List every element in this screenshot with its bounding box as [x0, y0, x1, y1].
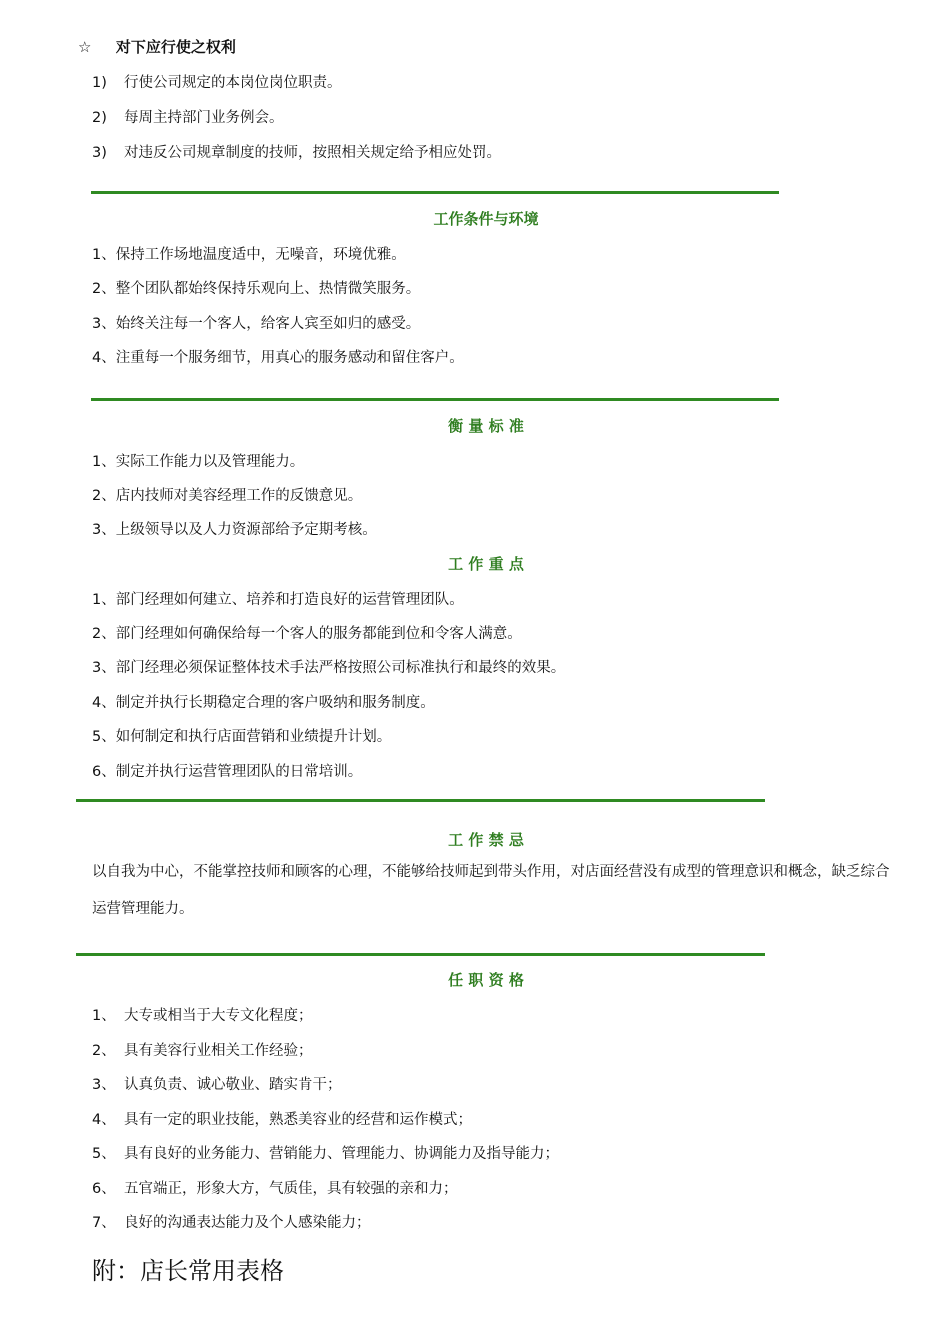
list-item: 2、 具有美容行业相关工作经验； — [92, 1043, 313, 1059]
list-item: 6、制定并执行运营管理团队的日常培训。 — [92, 764, 363, 780]
list-item: 5、如何制定和执行店面营销和业绩提升计划。 — [92, 729, 392, 745]
section-divider — [91, 398, 779, 401]
list-item: 3) 对违反公司规章制度的技师，按照相关规定给予相应处罚。 — [92, 145, 501, 161]
list-item: 3、部门经理必须保证整体技术手法严格按照公司标准执行和最终的效果。 — [92, 660, 566, 676]
list-item: 1、 大专或相当于大专文化程度； — [92, 1008, 313, 1024]
list-item: 1、实际工作能力以及管理能力。 — [92, 454, 305, 470]
rights-title: 对下应行使之权利 — [115, 38, 236, 56]
star-icon: ☆ — [78, 38, 92, 56]
section-divider — [76, 799, 765, 802]
list-item: 4、注重每一个服务细节，用真心的服务感动和留住客户。 — [92, 350, 464, 366]
list-item: 7、 良好的沟通表达能力及个人感染能力； — [92, 1215, 371, 1231]
list-item: 5、 具有良好的业务能力、营销能力、管理能力、协调能力及指导能力； — [92, 1146, 559, 1162]
list-item: 2、店内技师对美容经理工作的反馈意见。 — [92, 488, 363, 504]
list-item: 3、始终关注每一个客人，给客人宾至如归的感受。 — [92, 316, 421, 332]
list-item: 1、保持工作场地温度适中，无噪音，环境优雅。 — [92, 247, 406, 263]
section-divider — [91, 191, 779, 194]
list-item: 2) 每周主持部门业务例会。 — [92, 110, 284, 126]
qualifications-title: 任 职 资 格 — [448, 971, 524, 989]
list-item: 2、部门经理如何确保给每一个客人的服务都能到位和令客人满意。 — [92, 626, 522, 642]
list-item: 6、 五官端正，形象大方，气质佳，具有较强的亲和力； — [92, 1181, 458, 1197]
list-item: 4、 具有一定的职业技能，熟悉美容业的经营和运作模式； — [92, 1112, 472, 1128]
taboo-paragraph: 以自我为中心，不能掌控技师和顾客的心理，不能够给技师起到带头作用，对店面经营没有成型的管理意识和概念，缺乏综合运营管理能力。 — [92, 864, 890, 917]
list-item: 1、部门经理如何建立、培养和打造良好的运营管理团队。 — [92, 592, 464, 608]
conditions-title: 工作条件与环境 — [433, 210, 539, 228]
list-item: 3、 认真负责、诚心敬业、踏实肯干； — [92, 1077, 342, 1093]
list-item: 1) 行使公司规定的本岗位岗位职责。 — [92, 75, 342, 91]
rights-header — [78, 36, 236, 57]
standards-title: 衡 量 标 准 — [448, 417, 524, 435]
appendix-heading: 附：店长常用表格 — [92, 1257, 284, 1285]
list-item: 2、整个团队都始终保持乐观向上、热情微笑服务。 — [92, 281, 421, 297]
focus-title: 工 作 重 点 — [448, 555, 524, 573]
section-divider — [76, 953, 765, 956]
taboo-title: 工 作 禁 忌 — [448, 831, 524, 849]
list-item: 3、上级领导以及人力资源部给予定期考核。 — [92, 522, 377, 538]
list-item: 4、制定并执行长期稳定合理的客户吸纳和服务制度。 — [92, 695, 435, 711]
